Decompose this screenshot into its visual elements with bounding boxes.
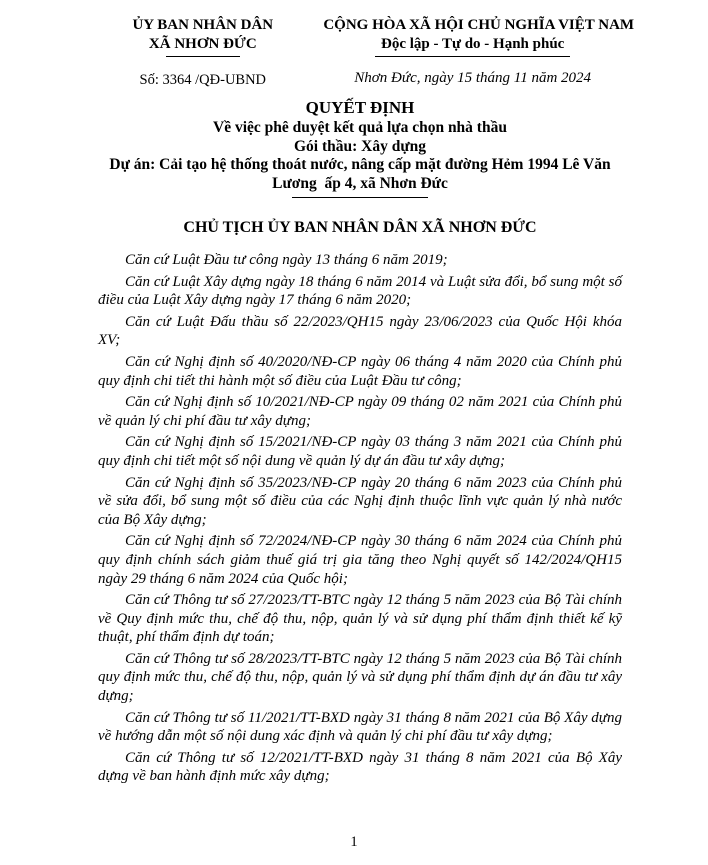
preamble-paragraph: Căn cứ Luật Xây dựng ngày 18 tháng 6 năm 2014 và Luật sửa đổi, bổ sung một số điều của Luật Xây dựng ngày 17 tháng 6 năm 2020; xyxy=(98,273,622,309)
title-package: Gói thầu: Xây dựng xyxy=(293,137,427,155)
preamble-paragraph: Căn cứ Luật Đấu thầu số 22/2023/QH15 ngày 23/06/2023 của Quốc Hội khóa XV; xyxy=(98,313,622,349)
preamble-list xyxy=(98,251,622,786)
preamble-paragraph: Căn cứ Nghị định số 72/2024/NĐ-CP ngày 30 tháng 6 năm 2024 của Chính phủ quy định chính sách giảm thuế giá trị gia tăng theo Nghị quyết số 142/2024/QH15 ngày 29 tháng 6 năm 2024 của Quốc hội; xyxy=(98,533,622,587)
document-type-title: QUYẾT ĐỊNH xyxy=(305,98,415,117)
preamble-paragraph: Căn cứ Thông tư số 11/2021/TT-BXD ngày 31 tháng 8 năm 2021 của Bộ Xây dựng về hướng dẫn một số nội dung xác định và quản lý chi phí đầu tư xây dựng; xyxy=(98,709,622,745)
issuing-authority-line2: XÃ NHƠN ĐỨC xyxy=(148,36,257,52)
preamble-paragraph: Căn cứ Nghị định số 35/2023/NĐ-CP ngày 20 tháng 6 năm 2023 của Chính phủ về sửa đổi, bổ sung một số điều của các Nghị định thuộc lĩnh vực quản lý nhà nước của Bộ Xây dựng; xyxy=(98,474,622,528)
title-subject: Về việc phê duyệt kết quả lựa chọn nhà thầu xyxy=(213,119,507,136)
preamble-paragraph: Căn cứ Thông tư số 27/2023/TT-BTC ngày 12 tháng 5 năm 2023 của Bộ Tài chính về Quy định mức thu, chế độ thu, nộp, quản lý và sử dụng phí thẩm định thiết kế kỹ thuật, phí thẩm định dự toán; xyxy=(98,592,622,646)
authority-heading: CHỦ TỊCH ỦY BAN NHÂN DÂN XÃ NHƠN ĐỨC xyxy=(183,219,537,236)
preamble-paragraph: Căn cứ Thông tư số 28/2023/TT-BTC ngày 12 tháng 5 năm 2023 của Bộ Tài chính quy định mức thu, chế độ thu, nộp, quản lý và sử dụng phí thẩm định dự án đầu tư xây dựng; xyxy=(98,650,622,705)
issuing-authority-block xyxy=(98,16,308,89)
title-project-line1: Dự án: Cải tạo hệ thống thoát nước, nâng cấp mặt đường Hẻm 1994 Lê Văn xyxy=(109,156,611,173)
issuing-authority-line1: ỦY BAN NHÂN DÂN xyxy=(132,17,274,33)
preamble-paragraph: Căn cứ Nghị định số 40/2020/NĐ-CP ngày 06 tháng 4 năm 2020 của Chính phủ quy định chi tiết thi hành một số điều của Luật Đầu tư công; xyxy=(98,353,622,389)
preamble-paragraph: Căn cứ Thông tư số 12/2021/TT-BXD ngày 31 tháng 8 năm 2021 của Bộ Xây dựng về ban hành định mức xây dựng; xyxy=(98,749,622,785)
preamble-paragraph: Căn cứ Nghị định số 10/2021/NĐ-CP ngày 09 tháng 02 năm 2021 của Chính phủ về quản lý chi phí đầu tư xây dựng; xyxy=(98,394,622,429)
document-number: Số: 3364 /QĐ-UBND xyxy=(139,72,267,88)
title-project-line2: Lương ấp 4, xã Nhơn Đức xyxy=(272,174,448,192)
title-separator-rule xyxy=(292,197,428,198)
title-block xyxy=(98,97,622,198)
national-motto-line2 xyxy=(323,35,622,57)
preamble-paragraph: Căn cứ Luật Đầu tư công ngày 13 tháng 6 năm 2019; xyxy=(125,252,448,268)
national-heading-block xyxy=(323,16,635,87)
page-number: 1 xyxy=(350,834,358,850)
national-motto-line1: CỘNG HÒA XÃ HỘI CHỦ NGHĨA VIỆT NAM xyxy=(323,17,635,33)
national-motto-underlined: Độc lập - Tự do - Hạnh phúc xyxy=(375,35,570,57)
issuing-authority-rule xyxy=(166,56,240,57)
document-header xyxy=(98,16,635,89)
preamble-paragraph: Căn cứ Nghị định số 15/2021/NĐ-CP ngày 03 tháng 3 năm 2021 của Chính phủ quy định chi tiết một số nội dung về quản lý dự án đầu tư xây dựng; xyxy=(98,434,622,469)
place-and-date: Nhơn Đức, ngày 15 tháng 11 năm 2024 xyxy=(354,70,592,86)
